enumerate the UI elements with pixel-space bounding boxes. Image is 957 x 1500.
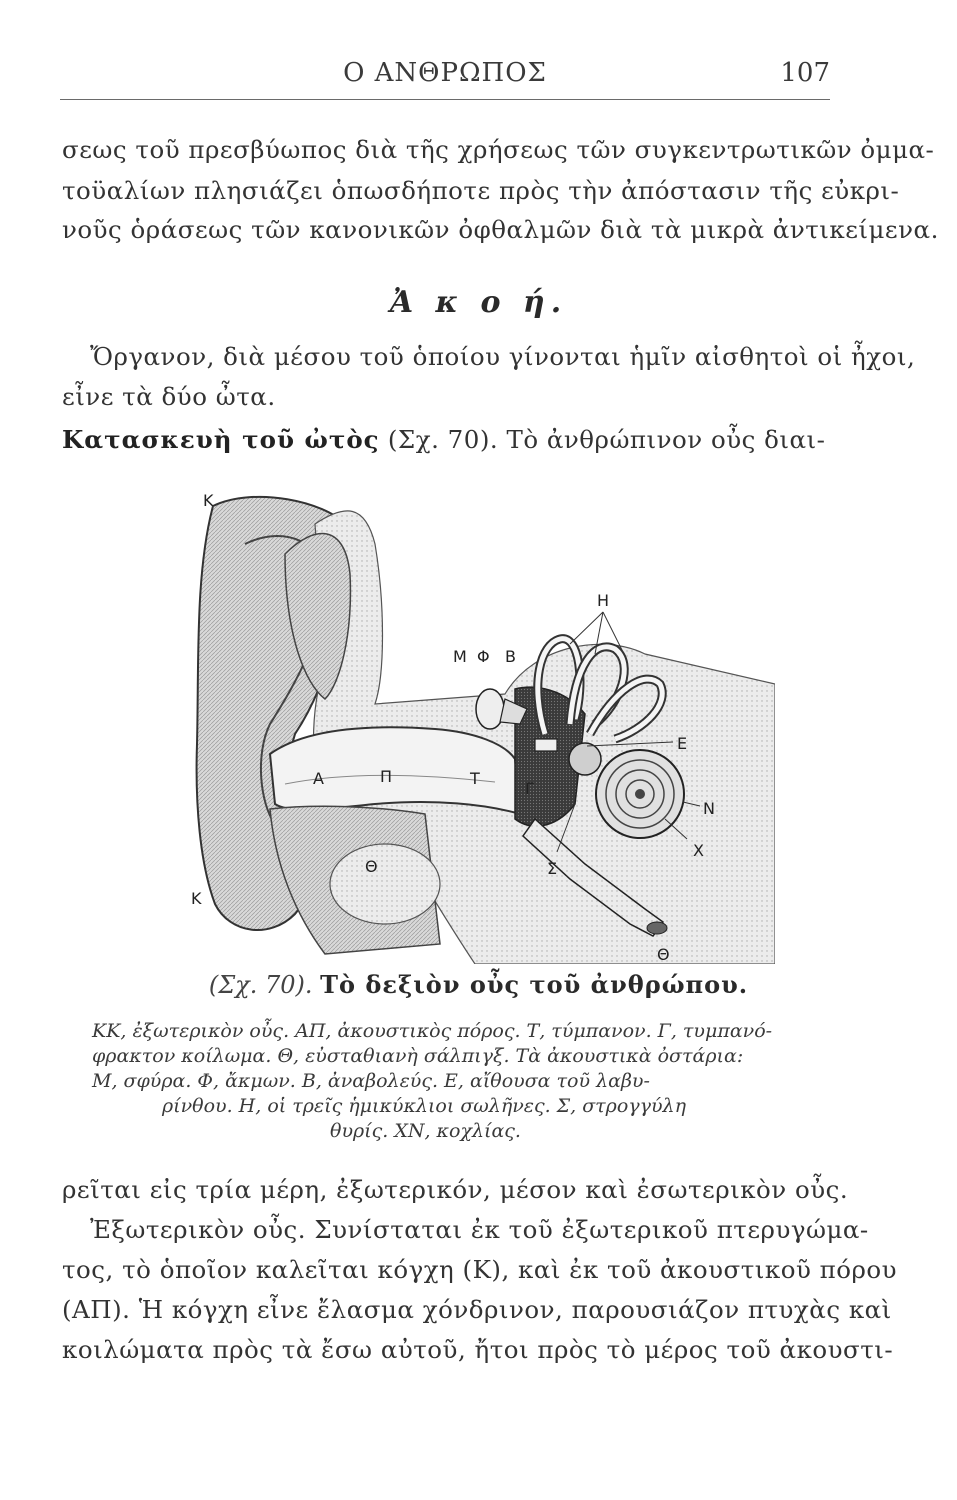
label-sigma: Σ xyxy=(547,859,558,878)
label-x: Χ xyxy=(693,841,704,860)
figure-legend-line: ρίνθου. Η, οἱ τρεῖς ἡμικύκλιοι σωλῆνες. Σ, στρογγύλη xyxy=(162,1095,686,1117)
label-m: Μ xyxy=(453,647,467,666)
subsection-line xyxy=(62,425,826,454)
label-o: Θ xyxy=(365,857,378,876)
running-head xyxy=(60,58,830,92)
label-k-bottom: Κ xyxy=(191,889,202,908)
running-title: Ο ΑΝΘΡΩΠΟΣ xyxy=(343,58,547,88)
figure-ref: (Σχ. 70). xyxy=(208,971,313,999)
label-t: Τ xyxy=(470,769,480,788)
figure-legend-line: θυρίς. ΧΝ, κοχλίας. xyxy=(330,1120,521,1142)
label-gamma: Γ xyxy=(525,779,534,798)
label-pi: Π xyxy=(380,767,393,786)
definition-line: εἶνε τὰ δύο ὦτα. xyxy=(62,382,276,411)
intro-line: τοϋαλίων πλησιάζει ὁπωσδήποτε πρὸς τὴν ἀπόστασιν τῆς εὐκρι- xyxy=(62,176,900,205)
header-rule xyxy=(60,99,830,100)
figure-legend-line: Μ, σφύρα. Φ, ἄκμων. Β, ἀναβολεύς. Ε, αἴθουσα τοῦ λαβυ- xyxy=(92,1070,650,1092)
ear-anatomy-figure xyxy=(175,484,775,964)
section-title: Ἀ κ ο ή. xyxy=(389,285,568,320)
intro-line: νοῦς ὁράσεως τῶν κανονικῶν ὀφθαλμῶν διὰ τὰ μικρὰ ἀντικείμενα. xyxy=(62,215,939,244)
ear-drawing xyxy=(175,484,775,964)
definition-line: Ὄργανον, διὰ μέσου τοῦ ὁποίου γίνονται ἡμῖν αἰσθητοὶ οἱ ἦχοι, xyxy=(90,342,916,371)
body-line: τος, τὸ ὁποῖον καλεῖται κόγχη (Κ), καὶ ἐκ τοῦ ἀκουστικοῦ πόρου xyxy=(62,1255,898,1284)
body-line: (ΑΠ). Ἡ κόγχη εἶνε ἔλασμα χόνδρινον, παρουσιάζον πτυχὰς καὶ xyxy=(62,1295,892,1324)
intro-line: σεως τοῦ πρεσβύωπος διὰ τῆς χρήσεως τῶν συγκεντρωτικῶν ὀμμα- xyxy=(62,135,935,164)
label-e: Ε xyxy=(677,734,688,753)
figure-legend-line: ΚΚ, ἐξωτερικὸν οὖς. ΑΠ, ἀκουστικὸς πόρος. Τ, τύμπανον. Γ, τυμπανό- xyxy=(92,1020,773,1042)
auditory-canal xyxy=(270,727,520,814)
label-b: Β xyxy=(505,647,516,666)
figure-legend-line: φρακτον κοίλωμα. Θ, εὐσταθιανὴ σάλπιγξ. Τὰ ἀκουστικὰ ὀστάρια: xyxy=(92,1045,744,1067)
label-k-top: Κ xyxy=(203,491,214,510)
subsection-heading: Κατασκευὴ τοῦ ὠτὸς xyxy=(62,425,380,454)
label-n: Ν xyxy=(703,799,715,818)
body-line: κοιλώματα πρὸς τὰ ἔσω αὐτοῦ, ἤτοι πρὸς τὸ μέρος τοῦ ἀκουστι- xyxy=(62,1335,894,1364)
figure-caption xyxy=(0,970,957,999)
label-h: Η xyxy=(597,591,610,610)
label-theta: Θ xyxy=(657,945,670,964)
subsection-text: (Σχ. 70). Τὸ ἀνθρώπινον οὖς διαι- xyxy=(379,425,826,454)
label-phi: Φ xyxy=(477,647,490,666)
figure-title: Τὸ δεξιὸν οὖς τοῦ ἀνθρώπου. xyxy=(320,970,749,999)
body-line: ρεῖται εἰς τρία μέρη, ἐξωτερικόν, μέσον καὶ ἐσωτερικὸν οὖς. xyxy=(62,1175,849,1204)
label-a: Α xyxy=(313,769,324,788)
page-number: 107 xyxy=(780,58,830,88)
body-line: Ἐξωτερικὸν οὖς. Συνίσταται ἐκ τοῦ ἐξωτερικοῦ πτερυγώμα- xyxy=(90,1215,869,1244)
